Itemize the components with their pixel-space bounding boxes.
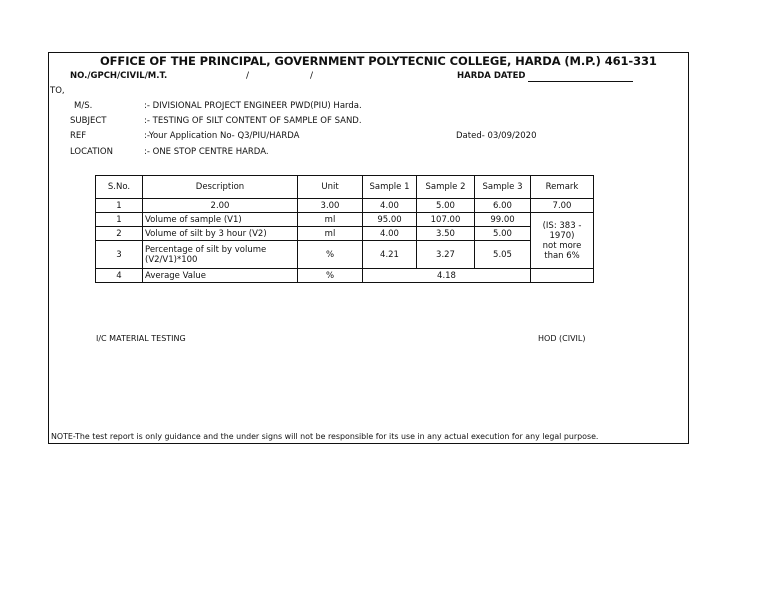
silt-content-table <box>95 175 594 283</box>
table-cell: % <box>298 269 363 283</box>
remark-line: than 6% <box>544 250 580 261</box>
table-cell: 5.00 <box>475 227 531 241</box>
table-cell: 2 <box>96 227 143 241</box>
table-cell: 107.00 <box>417 213 475 227</box>
disclaimer-note: NOTE-The test report is only guidance and the under signs will not be responsible for its use in any actual execution for any legal purpose. <box>51 432 599 441</box>
remark-line: (IS: 383 - <box>542 220 582 231</box>
table-cell: 4 <box>96 269 143 283</box>
description-line: (V2/V1)*100 <box>145 254 198 265</box>
remark-line: not more <box>542 240 582 251</box>
harda-dated-label: HARDA DATED <box>457 71 526 81</box>
table-cell: 7.00 <box>531 199 594 213</box>
ms-value: :- DIVISIONAL PROJECT ENGINEER PWD(PIU) Harda. <box>144 101 362 111</box>
ref-label: REF <box>70 131 87 141</box>
header-sample-2: Sample 2 <box>417 176 475 199</box>
table-cell: 3.50 <box>417 227 475 241</box>
ref-slash-1: / <box>246 71 250 81</box>
location-value: :- ONE STOP CENTRE HARDA. <box>144 147 269 157</box>
remark-line: 1970) <box>549 230 575 241</box>
table-cell: ml <box>298 227 363 241</box>
table-row <box>96 241 594 269</box>
table-cell: 4.21 <box>363 241 417 269</box>
subject-value: :- TESTING OF SILT CONTENT OF SAMPLE OF SAND. <box>144 116 362 126</box>
table-cell: 5.05 <box>475 241 531 269</box>
header-unit: Unit <box>298 176 363 199</box>
table-cell: % <box>298 241 363 269</box>
table-cell: 3.00 <box>298 199 363 213</box>
dated-value: Dated- 03/09/2020 <box>456 131 537 141</box>
table-cell: Volume of silt by 3 hour (V2) <box>143 227 298 241</box>
table-cell: 3 <box>96 241 143 269</box>
table-cell: 4.00 <box>363 227 417 241</box>
office-title: OFFICE OF THE PRINCIPAL, GOVERNMENT POLYTECNIC COLLEGE, HARDA (M.P.) 461-331 <box>100 54 657 68</box>
header-sample-3: Sample 3 <box>475 176 531 199</box>
header-sno: S.No. <box>96 176 143 199</box>
signature-hod-civil: HOD (CIVIL) <box>538 334 586 343</box>
table-cell: 5.00 <box>417 199 475 213</box>
table-row <box>96 227 594 241</box>
signature-material-testing: I/C MATERIAL TESTING <box>96 334 186 343</box>
remark-cell <box>531 213 594 269</box>
average-value: 4.18 <box>363 269 531 283</box>
table-cell <box>531 269 594 283</box>
table-cell: ml <box>298 213 363 227</box>
table-cell: 1 <box>96 199 143 213</box>
table-cell <box>143 241 298 269</box>
table-row <box>96 213 594 227</box>
table-cell: 6.00 <box>475 199 531 213</box>
reference-number: NO./GPCH/CIVIL/M.T. <box>70 71 168 81</box>
location-label: LOCATION <box>70 147 113 157</box>
to-label: TO, <box>50 86 65 96</box>
ref-slash-2: / <box>310 71 314 81</box>
header-description: Description <box>143 176 298 199</box>
description-line: Percentage of silt by volume <box>145 244 267 255</box>
table-cell: 99.00 <box>475 213 531 227</box>
ms-label: M/S. <box>74 101 93 111</box>
table-cell: 95.00 <box>363 213 417 227</box>
average-row <box>96 269 594 283</box>
table-cell: 4.00 <box>363 199 417 213</box>
dated-blank-line <box>528 81 633 82</box>
table-header-row <box>96 176 594 199</box>
subject-label: SUBJECT <box>70 116 107 126</box>
table-cell: 2.00 <box>143 199 298 213</box>
table-cell: Volume of sample (V1) <box>143 213 298 227</box>
header-remark: Remark <box>531 176 594 199</box>
ref-value: :-Your Application No- Q3/PIU/HARDA <box>144 131 300 141</box>
header-sample-1: Sample 1 <box>363 176 417 199</box>
table-cell: 1 <box>96 213 143 227</box>
table-cell: Average Value <box>143 269 298 283</box>
table-row <box>96 199 594 213</box>
table-cell: 3.27 <box>417 241 475 269</box>
